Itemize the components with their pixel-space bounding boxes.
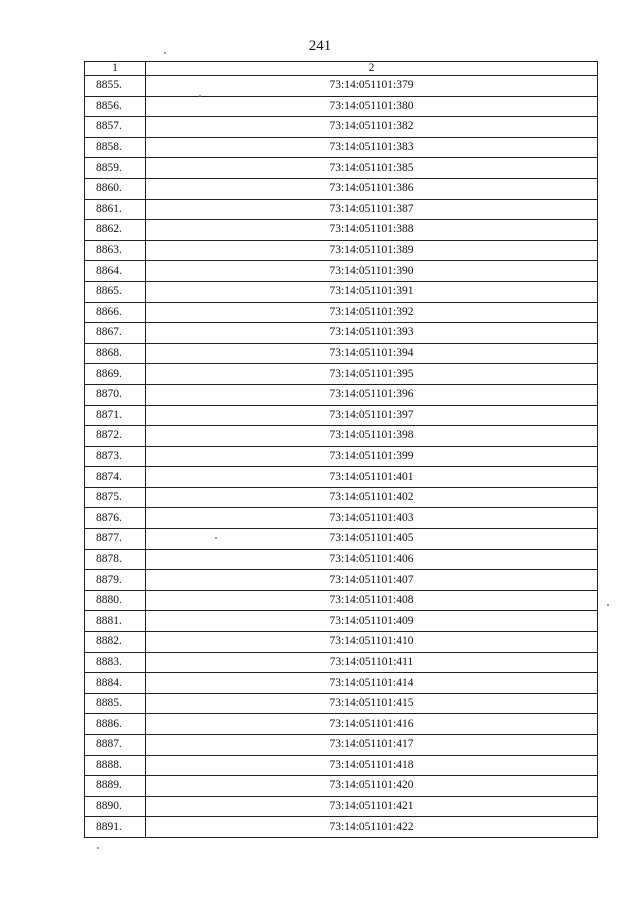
cadastral-number-cell: 73:14:051101:408 bbox=[146, 590, 598, 611]
row-number-cell: 8886. bbox=[85, 714, 146, 735]
table-body bbox=[85, 76, 598, 838]
table-row bbox=[85, 776, 598, 797]
row-number-cell: 8860. bbox=[85, 178, 146, 199]
row-number-cell: 8878. bbox=[85, 549, 146, 570]
cadastral-number-cell: 73:14:051101:418 bbox=[146, 755, 598, 776]
row-number-cell: 8870. bbox=[85, 384, 146, 405]
table-row bbox=[85, 384, 598, 405]
cadastral-number-cell: 73:14:051101:417 bbox=[146, 735, 598, 756]
scan-speck bbox=[97, 847, 99, 849]
table-row bbox=[85, 590, 598, 611]
table-row bbox=[85, 302, 598, 323]
cadastral-number-cell: 73:14:051101:385 bbox=[146, 158, 598, 179]
table-row bbox=[85, 323, 598, 344]
table-row bbox=[85, 529, 598, 550]
table-row bbox=[85, 343, 598, 364]
row-number-cell: 8861. bbox=[85, 199, 146, 220]
row-number-cell: 8862. bbox=[85, 220, 146, 241]
table-row bbox=[85, 735, 598, 756]
table-row bbox=[85, 508, 598, 529]
table-row bbox=[85, 117, 598, 138]
cadastral-number-cell: 73:14:051101:395 bbox=[146, 364, 598, 385]
column-header-2: 2 bbox=[146, 62, 598, 76]
cadastral-number-cell: 73:14:051101:415 bbox=[146, 693, 598, 714]
cadastral-number-cell: 73:14:051101:391 bbox=[146, 281, 598, 302]
cadastral-table bbox=[84, 61, 598, 838]
table-row bbox=[85, 817, 598, 838]
table-row bbox=[85, 281, 598, 302]
row-number-cell: 8868. bbox=[85, 343, 146, 364]
scan-speck bbox=[215, 537, 217, 539]
cadastral-number-cell: 73:14:051101:409 bbox=[146, 611, 598, 632]
table-row bbox=[85, 632, 598, 653]
cadastral-number-cell: 73:14:051101:380 bbox=[146, 96, 598, 117]
table-row bbox=[85, 755, 598, 776]
cadastral-number-cell: 73:14:051101:411 bbox=[146, 652, 598, 673]
table-row bbox=[85, 158, 598, 179]
table-row bbox=[85, 796, 598, 817]
table-row bbox=[85, 714, 598, 735]
table-row bbox=[85, 76, 598, 97]
row-number-cell: 8882. bbox=[85, 632, 146, 653]
table-row bbox=[85, 240, 598, 261]
table-row bbox=[85, 570, 598, 591]
cadastral-number-cell: 73:14:051101:414 bbox=[146, 673, 598, 694]
cadastral-number-cell: 73:14:051101:422 bbox=[146, 817, 598, 838]
row-number-cell: 8890. bbox=[85, 796, 146, 817]
row-number-cell: 8866. bbox=[85, 302, 146, 323]
scan-speck bbox=[164, 52, 166, 54]
row-number-cell: 8885. bbox=[85, 693, 146, 714]
cadastral-number-cell: 73:14:051101:421 bbox=[146, 796, 598, 817]
row-number-cell: 8891. bbox=[85, 817, 146, 838]
row-number-cell: 8880. bbox=[85, 590, 146, 611]
cadastral-number-cell: 73:14:051101:379 bbox=[146, 76, 598, 97]
page-number: 241 bbox=[308, 38, 332, 54]
row-number-cell: 8864. bbox=[85, 261, 146, 282]
table-row bbox=[85, 364, 598, 385]
table-row bbox=[85, 137, 598, 158]
row-number-cell: 8888. bbox=[85, 755, 146, 776]
table-header-row bbox=[85, 62, 598, 76]
cadastral-number-cell: 73:14:051101:392 bbox=[146, 302, 598, 323]
table-row bbox=[85, 96, 598, 117]
cadastral-number-cell: 73:14:051101:420 bbox=[146, 776, 598, 797]
table-row bbox=[85, 611, 598, 632]
scan-speck bbox=[199, 95, 201, 97]
table-row bbox=[85, 405, 598, 426]
table-row bbox=[85, 199, 598, 220]
cadastral-number-cell: 73:14:051101:399 bbox=[146, 446, 598, 467]
cadastral-number-cell: 73:14:051101:407 bbox=[146, 570, 598, 591]
row-number-cell: 8881. bbox=[85, 611, 146, 632]
row-number-cell: 8871. bbox=[85, 405, 146, 426]
row-number-cell: 8863. bbox=[85, 240, 146, 261]
row-number-cell: 8875. bbox=[85, 487, 146, 508]
table-row bbox=[85, 220, 598, 241]
table-row bbox=[85, 673, 598, 694]
row-number-cell: 8874. bbox=[85, 467, 146, 488]
table-row bbox=[85, 467, 598, 488]
table-row bbox=[85, 178, 598, 199]
cadastral-number-cell: 73:14:051101:416 bbox=[146, 714, 598, 735]
row-number-cell: 8867. bbox=[85, 323, 146, 344]
row-number-cell: 8887. bbox=[85, 735, 146, 756]
table-row bbox=[85, 693, 598, 714]
cadastral-number-cell: 73:14:051101:405 bbox=[146, 529, 598, 550]
table-row bbox=[85, 549, 598, 570]
cadastral-number-cell: 73:14:051101:410 bbox=[146, 632, 598, 653]
row-number-cell: 8857. bbox=[85, 117, 146, 138]
table-row bbox=[85, 487, 598, 508]
row-number-cell: 8876. bbox=[85, 508, 146, 529]
row-number-cell: 8858. bbox=[85, 137, 146, 158]
table-row bbox=[85, 426, 598, 447]
cadastral-number-cell: 73:14:051101:383 bbox=[146, 137, 598, 158]
cadastral-number-cell: 73:14:051101:382 bbox=[146, 117, 598, 138]
table-header bbox=[85, 62, 598, 76]
row-number-cell: 8865. bbox=[85, 281, 146, 302]
column-header-1: 1 bbox=[85, 62, 146, 76]
cadastral-number-cell: 73:14:051101:403 bbox=[146, 508, 598, 529]
cadastral-number-cell: 73:14:051101:389 bbox=[146, 240, 598, 261]
cadastral-number-cell: 73:14:051101:386 bbox=[146, 178, 598, 199]
table-row bbox=[85, 261, 598, 282]
row-number-cell: 8859. bbox=[85, 158, 146, 179]
row-number-cell: 8879. bbox=[85, 570, 146, 591]
row-number-cell: 8889. bbox=[85, 776, 146, 797]
row-number-cell: 8856. bbox=[85, 96, 146, 117]
row-number-cell: 8884. bbox=[85, 673, 146, 694]
row-number-cell: 8877. bbox=[85, 529, 146, 550]
row-number-cell: 8872. bbox=[85, 426, 146, 447]
cadastral-number-cell: 73:14:051101:402 bbox=[146, 487, 598, 508]
cadastral-number-cell: 73:14:051101:387 bbox=[146, 199, 598, 220]
cadastral-number-cell: 73:14:051101:397 bbox=[146, 405, 598, 426]
scan-speck bbox=[607, 604, 609, 606]
cadastral-number-cell: 73:14:051101:401 bbox=[146, 467, 598, 488]
cadastral-number-cell: 73:14:051101:390 bbox=[146, 261, 598, 282]
cadastral-number-cell: 73:14:051101:388 bbox=[146, 220, 598, 241]
row-number-cell: 8883. bbox=[85, 652, 146, 673]
table-row bbox=[85, 652, 598, 673]
cadastral-number-cell: 73:14:051101:394 bbox=[146, 343, 598, 364]
row-number-cell: 8869. bbox=[85, 364, 146, 385]
cadastral-number-cell: 73:14:051101:406 bbox=[146, 549, 598, 570]
table-row bbox=[85, 446, 598, 467]
cadastral-number-cell: 73:14:051101:398 bbox=[146, 426, 598, 447]
row-number-cell: 8873. bbox=[85, 446, 146, 467]
row-number-cell: 8855. bbox=[85, 76, 146, 97]
cadastral-number-cell: 73:14:051101:393 bbox=[146, 323, 598, 344]
cadastral-number-cell: 73:14:051101:396 bbox=[146, 384, 598, 405]
